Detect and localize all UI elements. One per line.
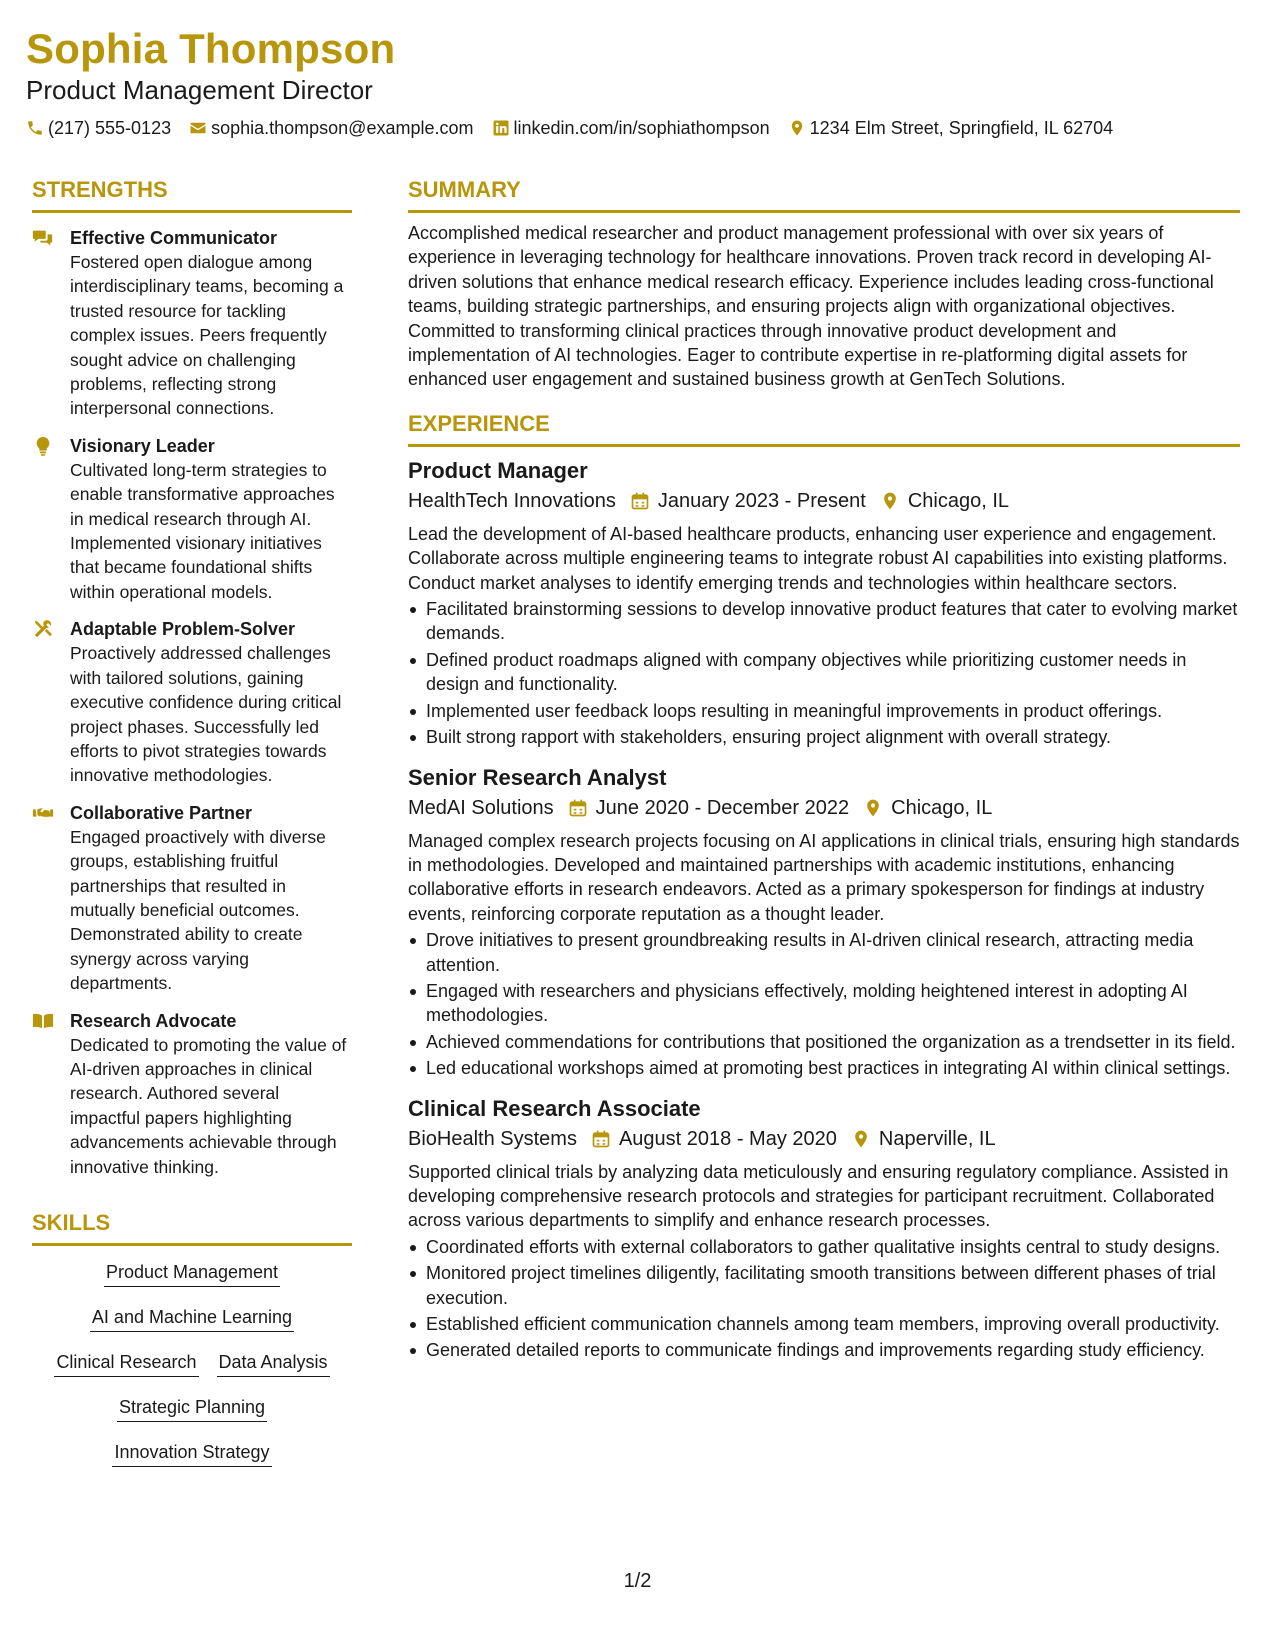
skills-heading: SKILLS — [32, 1209, 352, 1246]
strength-title: Effective Communicator — [70, 228, 278, 248]
job-dates: June 2020 - December 2022 — [595, 796, 850, 819]
job-location: Naperville, IL — [878, 1127, 996, 1150]
summary-text: Accomplished medical researcher and product management professional with over six years of experience in leveraging technology for healthcare innovations. Proven track record in developing AI-driven solutions that enhance medical research efficacy. Experience includes leading cross-functional teams, building strategic partnerships, and ensuring projects align with organizational objectives. Committed to transforming clinical practices through innovative product development and implementation of AI technologies. Eager to contribute expertise in re-platforming digital assets for enhanced user engagement and sustained business growth at GenTech Solutions. — [408, 223, 1214, 390]
strength-title: Research Advocate — [70, 1010, 237, 1031]
skill-tag: AI and Machine Learning — [90, 1301, 294, 1332]
right-column — [408, 176, 1240, 1363]
skill-tag: Innovation Strategy — [112, 1436, 271, 1467]
strength-description: Engaged proactively with diverse groups, establishing fruitful partnerships that resulted in mutually beneficial outcomes. Demonstrated ability to create synergy across varying departments. — [70, 826, 326, 994]
bullet-item: Monitored project timelines diligently, facilitating smooth transitions between different phases of trial execution. — [408, 1261, 1240, 1310]
bullet-item: Facilitated brainstorming sessions to develop innovative product features that cater to evolving market demands. — [408, 597, 1240, 646]
bullet-item: Defined product roadmaps aligned with company objectives while prioritizing customer needs in design and functionality. — [408, 648, 1240, 697]
job-location: Chicago, IL — [891, 796, 993, 819]
job-bullets — [408, 928, 1240, 1080]
calendar-icon — [630, 491, 650, 511]
job-company: MedAI Solutions — [408, 796, 554, 819]
location-pin-icon — [880, 491, 900, 511]
bullet-item: Implemented user feedback loops resulting in meaningful improvements in product offerings. — [408, 699, 1240, 723]
phone-text: (217) 555-0123 — [48, 118, 172, 138]
job-company: BioHealth Systems — [408, 1127, 577, 1150]
job-bullets — [408, 597, 1240, 749]
skill-tag: Clinical Research — [54, 1346, 198, 1377]
bullet-item: Achieved commendations for contributions that positioned the organization as a trendsetter in its field. — [408, 1030, 1240, 1054]
resume-header — [26, 24, 1246, 140]
contact-linkedin[interactable] — [492, 116, 770, 140]
job-company: HealthTech Innovations — [408, 489, 616, 512]
contact-phone — [26, 116, 171, 140]
job-dates: January 2023 - Present — [657, 489, 866, 512]
strength-item — [32, 1009, 352, 1179]
job-location: Chicago, IL — [907, 489, 1009, 512]
envelope-icon — [189, 119, 207, 137]
bullet-item: Built strong rapport with stakeholders, ensuring project alignment with overall strategy. — [408, 725, 1240, 749]
job-title: Senior Research Analyst — [408, 764, 667, 790]
strength-title: Visionary Leader — [70, 435, 215, 456]
strength-description: Fostered open dialogue among interdisciplinary teams, becoming a trusted resource for tackling complex issues. Peers frequently sought advice on challenging problems, reflecting strong interpersonal connections. — [70, 252, 344, 419]
strength-title: Adaptable Problem-Solver — [70, 619, 296, 640]
location-pin-icon — [788, 119, 806, 137]
left-column — [32, 176, 352, 1481]
comments-icon — [32, 227, 54, 249]
book-icon — [32, 1010, 54, 1032]
bullet-item: Led educational workshops aimed at promoting best practices in integrating AI within clinical settings. — [408, 1056, 1240, 1080]
contact-bar — [26, 116, 1246, 140]
bullet-item: Drove initiatives to present groundbreaking results in AI-driven clinical research, attracting media attention. — [408, 928, 1240, 977]
job-meta — [408, 1126, 1240, 1152]
job-description: Managed complex research projects focusing on AI applications in clinical trials, ensuring high standards in methodologies. Developed and maintained partnerships with academic institutions, enhancing collaborative efforts in research endeavors. Acted as a primary spokesperson for findings at industry events, reinforcing corporate reputation as a thought leader. — [408, 830, 1240, 924]
bullet-item: Generated detailed reports to communicate findings and improvements regarding study efficiency. — [408, 1338, 1240, 1362]
calendar-icon — [591, 1129, 611, 1149]
strength-description: Cultivated long-term strategies to enable transformative approaches in medical research through AI. Implemented visionary initiatives that became foundational shifts within operational models. — [70, 459, 335, 602]
location-pin-icon — [863, 798, 883, 818]
job-title: Clinical Research Associate — [408, 1095, 701, 1121]
bullet-item: Coordinated efforts with external collaborators to gather qualitative insights central to study designs. — [408, 1235, 1240, 1259]
lightbulb-icon — [32, 435, 54, 457]
experience-heading: EXPERIENCE — [408, 410, 1240, 447]
strength-title: Collaborative Partner — [70, 802, 253, 823]
linkedin-text[interactable]: linkedin.com/in/sophiathompson — [513, 118, 770, 138]
strength-item — [32, 434, 352, 604]
job-description: Lead the development of AI-based healthcare products, enhancing user experience and engagement. Collaborate across multiple engineering teams to integrate robust AI capabilities into existing platforms. Conduct market analyses to identify emerging trends and technologies within healthcare sectors. — [408, 523, 1228, 593]
summary-heading: SUMMARY — [408, 176, 1240, 213]
job-entry — [408, 457, 1240, 750]
candidate-title: Product Management Director — [26, 75, 373, 105]
address-text: 1234 Elm Street, Springfield, IL 62704 — [809, 118, 1114, 138]
contact-address — [788, 116, 1114, 140]
candidate-name: Sophia Thompson — [26, 25, 396, 72]
phone-icon — [26, 119, 44, 137]
job-description: Supported clinical trials by analyzing data meticulously and ensuring regulatory compliance. Assisted in developing comprehensive research protocols and strategies for participant recruitment. Collaborated across various departments to simplify and enhance research processes. — [408, 1161, 1229, 1231]
location-pin-icon — [851, 1129, 871, 1149]
contact-email[interactable] — [189, 116, 473, 140]
strength-item — [32, 226, 352, 421]
linkedin-icon — [492, 119, 510, 137]
skills-list — [32, 1256, 352, 1467]
tools-icon — [32, 618, 54, 640]
job-entry — [408, 1095, 1240, 1363]
calendar-icon — [568, 798, 588, 818]
email-text[interactable]: sophia.thompson@example.com — [211, 118, 474, 138]
strength-item — [32, 801, 352, 996]
bullet-item: Established efficient communication channels among team members, improving overall productivity. — [408, 1312, 1240, 1336]
handshake-icon — [32, 802, 54, 824]
job-entry — [408, 764, 1240, 1081]
strengths-heading: STRENGTHS — [32, 176, 352, 213]
skill-tag: Strategic Planning — [117, 1391, 267, 1422]
job-meta — [408, 488, 1240, 514]
strength-description: Dedicated to promoting the value of AI-driven approaches in clinical research. Authored several impactful papers highlighting advancements achievable through innovative thinking. — [70, 1034, 347, 1177]
job-bullets — [408, 1235, 1240, 1363]
strength-description: Proactively addressed challenges with tailored solutions, gaining executive confidence during critical project phases. Successfully led efforts to pivot strategies towards innovative methodologies. — [70, 643, 342, 786]
bullet-item: Engaged with researchers and physicians effectively, molding heightened interest in adopting AI methodologies. — [408, 979, 1240, 1028]
job-meta — [408, 795, 1240, 821]
page-number: 1/2 — [623, 1570, 652, 1592]
strength-item — [32, 617, 352, 787]
job-dates: August 2018 - May 2020 — [618, 1127, 837, 1150]
skill-tag: Data Analysis — [217, 1346, 330, 1377]
skill-tag: Product Management — [104, 1256, 280, 1287]
job-title: Product Manager — [408, 457, 588, 483]
